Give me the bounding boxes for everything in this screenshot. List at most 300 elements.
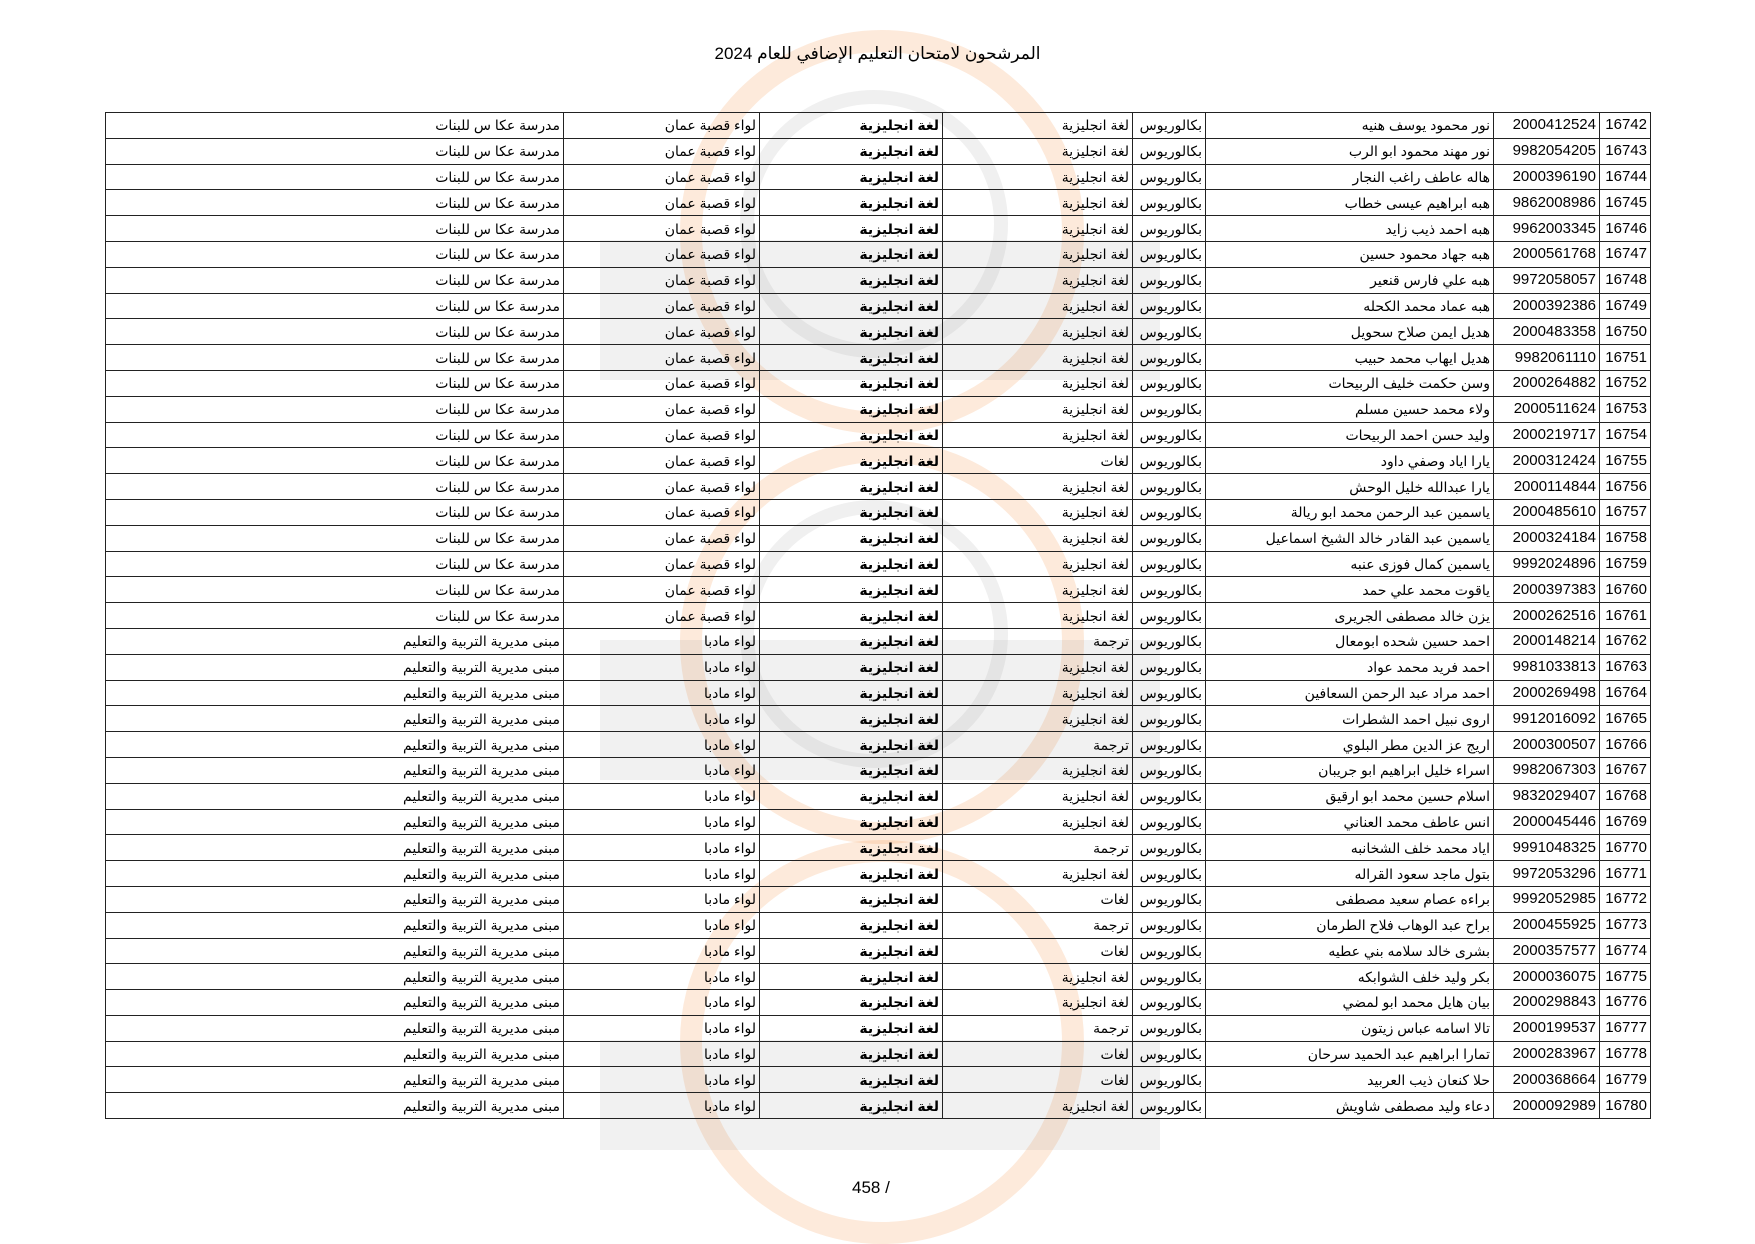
cell-name: احمد فريد محمد عواد <box>1206 654 1494 680</box>
cell-degree: بكالوريوس <box>1133 809 1206 835</box>
cell-school: مدرسة عكا س للبنات <box>106 499 564 525</box>
cell-name: انس عاطف محمد العناني <box>1206 809 1494 835</box>
cell-district: لواء مادبا <box>564 861 760 887</box>
cell-subject: لغة انجليزية <box>760 628 943 654</box>
cell-seq: 16748 <box>1600 267 1651 293</box>
cell-seq: 16769 <box>1600 809 1651 835</box>
table-row <box>106 525 1651 551</box>
cell-id: 9991048325 <box>1494 835 1600 861</box>
cell-name: اياد محمد خلف الشخانبه <box>1206 835 1494 861</box>
cell-degree: بكالوريوس <box>1133 396 1206 422</box>
cell-subject: لغة انجليزية <box>760 1067 943 1093</box>
cell-major: لغة انجليزية <box>943 293 1133 319</box>
cell-id: 2000199537 <box>1494 1015 1600 1041</box>
cell-degree: بكالوريوس <box>1133 319 1206 345</box>
cell-major: لغة انجليزية <box>943 267 1133 293</box>
cell-major: لغة انجليزية <box>943 577 1133 603</box>
cell-degree: بكالوريوس <box>1133 938 1206 964</box>
cell-name: بشرى خالد سلامه بني عطيه <box>1206 938 1494 964</box>
cell-major: لغة انجليزية <box>943 113 1133 139</box>
cell-subject: لغة انجليزية <box>760 370 943 396</box>
cell-seq: 16744 <box>1600 164 1651 190</box>
table-row <box>106 990 1651 1016</box>
cell-name: دعاء وليد مصطفى شاويش <box>1206 1093 1494 1119</box>
cell-major: لغة انجليزية <box>943 680 1133 706</box>
cell-major: لغة انجليزية <box>943 654 1133 680</box>
cell-seq: 16743 <box>1600 138 1651 164</box>
cell-district: لواء قصبة عمان <box>564 603 760 629</box>
cell-degree: بكالوريوس <box>1133 990 1206 1016</box>
cell-major: لغة انجليزية <box>943 241 1133 267</box>
cell-name: اسلام حسين محمد ابو ارقيق <box>1206 783 1494 809</box>
cell-district: لواء مادبا <box>564 912 760 938</box>
table-row <box>106 886 1651 912</box>
cell-name: هبه عماد محمد الكحله <box>1206 293 1494 319</box>
table-row <box>106 164 1651 190</box>
cell-district: لواء قصبة عمان <box>564 345 760 371</box>
table-row <box>106 706 1651 732</box>
cell-degree: بكالوريوس <box>1133 757 1206 783</box>
cell-degree: بكالوريوس <box>1133 448 1206 474</box>
cell-school: مبنى مديرية التربية والتعليم <box>106 1067 564 1093</box>
cell-district: لواء مادبا <box>564 990 760 1016</box>
cell-seq: 16745 <box>1600 190 1651 216</box>
cell-name: احمد مراد عبد الرحمن السعافين <box>1206 680 1494 706</box>
cell-district: لواء مادبا <box>564 706 760 732</box>
cell-school: مبنى مديرية التربية والتعليم <box>106 1015 564 1041</box>
table-row <box>106 216 1651 242</box>
cell-seq: 16753 <box>1600 396 1651 422</box>
cell-subject: لغة انجليزية <box>760 422 943 448</box>
cell-degree: بكالوريوس <box>1133 293 1206 319</box>
cell-name: تمارا ابراهيم عبد الحميد سرحان <box>1206 1041 1494 1067</box>
cell-district: لواء قصبة عمان <box>564 113 760 139</box>
cell-major: لغة انجليزية <box>943 474 1133 500</box>
cell-seq: 16780 <box>1600 1093 1651 1119</box>
cell-major: ترجمة <box>943 912 1133 938</box>
cell-district: لواء مادبا <box>564 886 760 912</box>
cell-id: 2000412524 <box>1494 113 1600 139</box>
cell-name: حلا كنعان ذيب العربيد <box>1206 1067 1494 1093</box>
cell-district: لواء مادبا <box>564 1041 760 1067</box>
cell-name: ياقوت محمد علي حمد <box>1206 577 1494 603</box>
cell-school: مدرسة عكا س للبنات <box>106 370 564 396</box>
cell-subject: لغة انجليزية <box>760 861 943 887</box>
table-row <box>106 680 1651 706</box>
cell-name: بكر وليد خلف الشوابكه <box>1206 964 1494 990</box>
cell-name: يارا اياد وصفي داود <box>1206 448 1494 474</box>
cell-subject: لغة انجليزية <box>760 448 943 474</box>
cell-major: ترجمة <box>943 628 1133 654</box>
cell-degree: بكالوريوس <box>1133 113 1206 139</box>
cell-seq: 16757 <box>1600 499 1651 525</box>
cell-subject: لغة انجليزية <box>760 603 943 629</box>
cell-school: مبنى مديرية التربية والتعليم <box>106 628 564 654</box>
cell-major: لغة انجليزية <box>943 706 1133 732</box>
cell-major: ترجمة <box>943 835 1133 861</box>
cell-major: لغة انجليزية <box>943 783 1133 809</box>
cell-school: مدرسة عكا س للبنات <box>106 603 564 629</box>
cell-school: مدرسة عكا س للبنات <box>106 190 564 216</box>
cell-subject: لغة انجليزية <box>760 964 943 990</box>
cell-subject: لغة انجليزية <box>760 990 943 1016</box>
cell-subject: لغة انجليزية <box>760 1041 943 1067</box>
cell-name: بتول ماجد سعود القراله <box>1206 861 1494 887</box>
cell-id: 2000148214 <box>1494 628 1600 654</box>
cell-seq: 16759 <box>1600 551 1651 577</box>
cell-district: لواء قصبة عمان <box>564 293 760 319</box>
cell-seq: 16775 <box>1600 964 1651 990</box>
cell-degree: بكالوريوس <box>1133 1067 1206 1093</box>
cell-school: مبنى مديرية التربية والتعليم <box>106 1093 564 1119</box>
cell-degree: بكالوريوس <box>1133 190 1206 216</box>
cell-district: لواء قصبة عمان <box>564 474 760 500</box>
cell-major: لغة انجليزية <box>943 190 1133 216</box>
table-row <box>106 267 1651 293</box>
cell-degree: بكالوريوس <box>1133 551 1206 577</box>
cell-district: لواء قصبة عمان <box>564 577 760 603</box>
cell-name: براح عبد الوهاب فلاح الطرمان <box>1206 912 1494 938</box>
table-row <box>106 396 1651 422</box>
table-row <box>106 1067 1651 1093</box>
cell-subject: لغة انجليزية <box>760 551 943 577</box>
cell-district: لواء مادبا <box>564 654 760 680</box>
table-row <box>106 654 1651 680</box>
cell-district: لواء قصبة عمان <box>564 216 760 242</box>
cell-seq: 16779 <box>1600 1067 1651 1093</box>
cell-seq: 16758 <box>1600 525 1651 551</box>
cell-id: 9862008986 <box>1494 190 1600 216</box>
cell-degree: بكالوريوس <box>1133 525 1206 551</box>
cell-id: 2000264882 <box>1494 370 1600 396</box>
cell-name: ياسمين عبد الرحمن محمد ابو ريالة <box>1206 499 1494 525</box>
cell-degree: بكالوريوس <box>1133 216 1206 242</box>
cell-name: هديل ايهاب محمد حبيب <box>1206 345 1494 371</box>
cell-name: تالا اسامه عباس زيتون <box>1206 1015 1494 1041</box>
table-row <box>106 551 1651 577</box>
cell-subject: لغة انجليزية <box>760 654 943 680</box>
cell-subject: لغة انجليزية <box>760 396 943 422</box>
cell-degree: بكالوريوس <box>1133 912 1206 938</box>
cell-school: مبنى مديرية التربية والتعليم <box>106 964 564 990</box>
cell-subject: لغة انجليزية <box>760 886 943 912</box>
cell-name: وليد حسن احمد الربيحات <box>1206 422 1494 448</box>
cell-name: براءه عصام سعيد مصطفى <box>1206 886 1494 912</box>
cell-subject: لغة انجليزية <box>760 1093 943 1119</box>
cell-seq: 16755 <box>1600 448 1651 474</box>
cell-id: 9992024896 <box>1494 551 1600 577</box>
cell-subject: لغة انجليزية <box>760 835 943 861</box>
cell-name: احمد حسين شحده ابومعال <box>1206 628 1494 654</box>
cell-subject: لغة انجليزية <box>760 474 943 500</box>
table-row <box>106 190 1651 216</box>
cell-degree: بكالوريوس <box>1133 1015 1206 1041</box>
cell-school: مدرسة عكا س للبنات <box>106 216 564 242</box>
cell-id: 2000312424 <box>1494 448 1600 474</box>
cell-degree: بكالوريوس <box>1133 886 1206 912</box>
cell-degree: بكالوريوس <box>1133 267 1206 293</box>
cell-degree: بكالوريوس <box>1133 138 1206 164</box>
cell-district: لواء قصبة عمان <box>564 164 760 190</box>
table-row <box>106 861 1651 887</box>
cell-subject: لغة انجليزية <box>760 113 943 139</box>
cell-school: مبنى مديرية التربية والتعليم <box>106 938 564 964</box>
cell-seq: 16773 <box>1600 912 1651 938</box>
cell-district: لواء مادبا <box>564 783 760 809</box>
cell-major: لغة انجليزية <box>943 499 1133 525</box>
cell-seq: 16756 <box>1600 474 1651 500</box>
cell-seq: 16764 <box>1600 680 1651 706</box>
cell-seq: 16752 <box>1600 370 1651 396</box>
cell-degree: بكالوريوس <box>1133 577 1206 603</box>
cell-name: هبه علي فارس قنعير <box>1206 267 1494 293</box>
cell-id: 2000219717 <box>1494 422 1600 448</box>
cell-degree: بكالوريوس <box>1133 861 1206 887</box>
cell-id: 9982067303 <box>1494 757 1600 783</box>
cell-subject: لغة انجليزية <box>760 577 943 603</box>
cell-major: لغات <box>943 448 1133 474</box>
cell-subject: لغة انجليزية <box>760 216 943 242</box>
cell-seq: 16766 <box>1600 732 1651 758</box>
cell-subject: لغة انجليزية <box>760 241 943 267</box>
cell-seq: 16751 <box>1600 345 1651 371</box>
cell-id: 2000396190 <box>1494 164 1600 190</box>
cell-subject: لغة انجليزية <box>760 938 943 964</box>
cell-subject: لغة انجليزية <box>760 499 943 525</box>
cell-id: 2000368664 <box>1494 1067 1600 1093</box>
table-row <box>106 293 1651 319</box>
cell-school: مبنى مديرية التربية والتعليم <box>106 680 564 706</box>
cell-subject: لغة انجليزية <box>760 783 943 809</box>
candidates-table <box>105 112 1651 1119</box>
cell-major: لغة انجليزية <box>943 551 1133 577</box>
cell-school: مبنى مديرية التربية والتعليم <box>106 886 564 912</box>
cell-district: لواء قصبة عمان <box>564 319 760 345</box>
cell-degree: بكالوريوس <box>1133 628 1206 654</box>
cell-degree: بكالوريوس <box>1133 964 1206 990</box>
cell-id: 2000092989 <box>1494 1093 1600 1119</box>
cell-id: 9992052985 <box>1494 886 1600 912</box>
cell-id: 9981033813 <box>1494 654 1600 680</box>
cell-seq: 16742 <box>1600 113 1651 139</box>
cell-id: 2000045446 <box>1494 809 1600 835</box>
table-row <box>106 835 1651 861</box>
cell-district: لواء مادبا <box>564 680 760 706</box>
cell-id: 2000262516 <box>1494 603 1600 629</box>
cell-major: لغة انجليزية <box>943 603 1133 629</box>
cell-name: يزن خالد مصطفى الجريرى <box>1206 603 1494 629</box>
cell-major: لغة انجليزية <box>943 164 1133 190</box>
cell-id: 9972053296 <box>1494 861 1600 887</box>
cell-id: 9982054205 <box>1494 138 1600 164</box>
table-row <box>106 345 1651 371</box>
table-row <box>106 628 1651 654</box>
cell-major: لغات <box>943 938 1133 964</box>
cell-school: مدرسة عكا س للبنات <box>106 138 564 164</box>
cell-district: لواء قصبة عمان <box>564 138 760 164</box>
cell-degree: بكالوريوس <box>1133 1093 1206 1119</box>
cell-subject: لغة انجليزية <box>760 1015 943 1041</box>
table-row <box>106 809 1651 835</box>
cell-district: لواء قصبة عمان <box>564 448 760 474</box>
table-row <box>106 138 1651 164</box>
cell-district: لواء قصبة عمان <box>564 499 760 525</box>
cell-major: لغة انجليزية <box>943 216 1133 242</box>
cell-seq: 16754 <box>1600 422 1651 448</box>
cell-district: لواء مادبا <box>564 1015 760 1041</box>
cell-seq: 16771 <box>1600 861 1651 887</box>
cell-seq: 16761 <box>1600 603 1651 629</box>
cell-school: مبنى مديرية التربية والتعليم <box>106 861 564 887</box>
cell-school: مدرسة عكا س للبنات <box>106 113 564 139</box>
cell-degree: بكالوريوس <box>1133 706 1206 732</box>
cell-subject: لغة انجليزية <box>760 706 943 732</box>
cell-district: لواء قصبة عمان <box>564 267 760 293</box>
cell-school: مدرسة عكا س للبنات <box>106 267 564 293</box>
cell-id: 2000455925 <box>1494 912 1600 938</box>
cell-degree: بكالوريوس <box>1133 654 1206 680</box>
cell-subject: لغة انجليزية <box>760 164 943 190</box>
cell-school: مبنى مديرية التربية والتعليم <box>106 1041 564 1067</box>
cell-district: لواء مادبا <box>564 757 760 783</box>
cell-seq: 16776 <box>1600 990 1651 1016</box>
cell-name: بيان هايل محمد ابو لمضي <box>1206 990 1494 1016</box>
table-row <box>106 1041 1651 1067</box>
cell-major: لغة انجليزية <box>943 990 1133 1016</box>
table-row <box>106 448 1651 474</box>
cell-id: 9832029407 <box>1494 783 1600 809</box>
cell-name: ولاء محمد حسين مسلم <box>1206 396 1494 422</box>
cell-degree: بكالوريوس <box>1133 345 1206 371</box>
cell-major: لغة انجليزية <box>943 809 1133 835</box>
cell-major: لغة انجليزية <box>943 964 1133 990</box>
cell-name: نور مهند محمود ابو الرب <box>1206 138 1494 164</box>
cell-subject: لغة انجليزية <box>760 809 943 835</box>
cell-name: اسراء خليل ابراهيم ابو جريبان <box>1206 757 1494 783</box>
table-row <box>106 319 1651 345</box>
cell-id: 2000357577 <box>1494 938 1600 964</box>
cell-seq: 16749 <box>1600 293 1651 319</box>
cell-degree: بكالوريوس <box>1133 732 1206 758</box>
cell-name: ياسمين كمال فوزى عنبه <box>1206 551 1494 577</box>
cell-seq: 16772 <box>1600 886 1651 912</box>
cell-seq: 16750 <box>1600 319 1651 345</box>
cell-seq: 16768 <box>1600 783 1651 809</box>
cell-school: مبنى مديرية التربية والتعليم <box>106 732 564 758</box>
table-row <box>106 1015 1651 1041</box>
cell-school: مدرسة عكا س للبنات <box>106 551 564 577</box>
cell-major: لغة انجليزية <box>943 525 1133 551</box>
cell-id: 9972058057 <box>1494 267 1600 293</box>
table-row <box>106 499 1651 525</box>
cell-seq: 16762 <box>1600 628 1651 654</box>
cell-name: اريج عز الدين مطر البلوي <box>1206 732 1494 758</box>
cell-name: اروى نبيل احمد الشطرات <box>1206 706 1494 732</box>
cell-district: لواء مادبا <box>564 628 760 654</box>
cell-subject: لغة انجليزية <box>760 190 943 216</box>
cell-subject: لغة انجليزية <box>760 757 943 783</box>
cell-id: 2000300507 <box>1494 732 1600 758</box>
cell-school: مدرسة عكا س للبنات <box>106 164 564 190</box>
table-row <box>106 964 1651 990</box>
cell-district: لواء مادبا <box>564 732 760 758</box>
table-row <box>106 783 1651 809</box>
cell-degree: بكالوريوس <box>1133 499 1206 525</box>
table-row <box>106 732 1651 758</box>
cell-school: مدرسة عكا س للبنات <box>106 345 564 371</box>
cell-name: وسن حكمت خليف الربيحات <box>1206 370 1494 396</box>
cell-district: لواء مادبا <box>564 964 760 990</box>
cell-subject: لغة انجليزية <box>760 732 943 758</box>
cell-degree: بكالوريوس <box>1133 241 1206 267</box>
cell-name: هبه احمد ذيب زايد <box>1206 216 1494 242</box>
cell-major: لغة انجليزية <box>943 396 1133 422</box>
cell-degree: بكالوريوس <box>1133 680 1206 706</box>
cell-subject: لغة انجليزية <box>760 525 943 551</box>
cell-school: مدرسة عكا س للبنات <box>106 448 564 474</box>
cell-degree: بكالوريوس <box>1133 835 1206 861</box>
cell-major: لغة انجليزية <box>943 1093 1133 1119</box>
cell-school: مدرسة عكا س للبنات <box>106 241 564 267</box>
table-row <box>106 241 1651 267</box>
cell-district: لواء قصبة عمان <box>564 551 760 577</box>
cell-name: هبه جهاد محمود حسين <box>1206 241 1494 267</box>
cell-major: لغات <box>943 1041 1133 1067</box>
cell-id: 2000392386 <box>1494 293 1600 319</box>
cell-school: مبنى مديرية التربية والتعليم <box>106 835 564 861</box>
cell-name: ياسمين عبد القادر خالد الشيخ اسماعيل <box>1206 525 1494 551</box>
cell-name: هديل ايمن صلاح سحويل <box>1206 319 1494 345</box>
cell-id: 2000114844 <box>1494 474 1600 500</box>
table-row <box>106 757 1651 783</box>
cell-degree: بكالوريوس <box>1133 164 1206 190</box>
cell-subject: لغة انجليزية <box>760 138 943 164</box>
table-row <box>106 1093 1651 1119</box>
cell-id: 2000283967 <box>1494 1041 1600 1067</box>
cell-school: مبنى مديرية التربية والتعليم <box>106 706 564 732</box>
table-row <box>106 603 1651 629</box>
cell-major: لغة انجليزية <box>943 319 1133 345</box>
cell-district: لواء قصبة عمان <box>564 241 760 267</box>
table-row <box>106 370 1651 396</box>
cell-school: مدرسة عكا س للبنات <box>106 293 564 319</box>
cell-subject: لغة انجليزية <box>760 680 943 706</box>
cell-district: لواء قصبة عمان <box>564 525 760 551</box>
table-row <box>106 422 1651 448</box>
cell-major: لغات <box>943 886 1133 912</box>
cell-seq: 16770 <box>1600 835 1651 861</box>
cell-major: لغة انجليزية <box>943 345 1133 371</box>
cell-school: مبنى مديرية التربية والتعليم <box>106 654 564 680</box>
cell-degree: بكالوريوس <box>1133 422 1206 448</box>
cell-id: 2000561768 <box>1494 241 1600 267</box>
cell-district: لواء مادبا <box>564 835 760 861</box>
cell-seq: 16778 <box>1600 1041 1651 1067</box>
cell-name: هبه ابراهيم عيسى خطاب <box>1206 190 1494 216</box>
cell-district: لواء قصبة عمان <box>564 370 760 396</box>
cell-school: مبنى مديرية التربية والتعليم <box>106 783 564 809</box>
cell-district: لواء قصبة عمان <box>564 422 760 448</box>
cell-id: 9982061110 <box>1494 345 1600 371</box>
cell-id: 9962003345 <box>1494 216 1600 242</box>
page-number: 458 / <box>852 1178 890 1197</box>
cell-school: مبنى مديرية التربية والتعليم <box>106 757 564 783</box>
cell-id: 2000269498 <box>1494 680 1600 706</box>
cell-id: 2000298843 <box>1494 990 1600 1016</box>
cell-seq: 16760 <box>1600 577 1651 603</box>
table-row <box>106 912 1651 938</box>
cell-district: لواء مادبا <box>564 1067 760 1093</box>
